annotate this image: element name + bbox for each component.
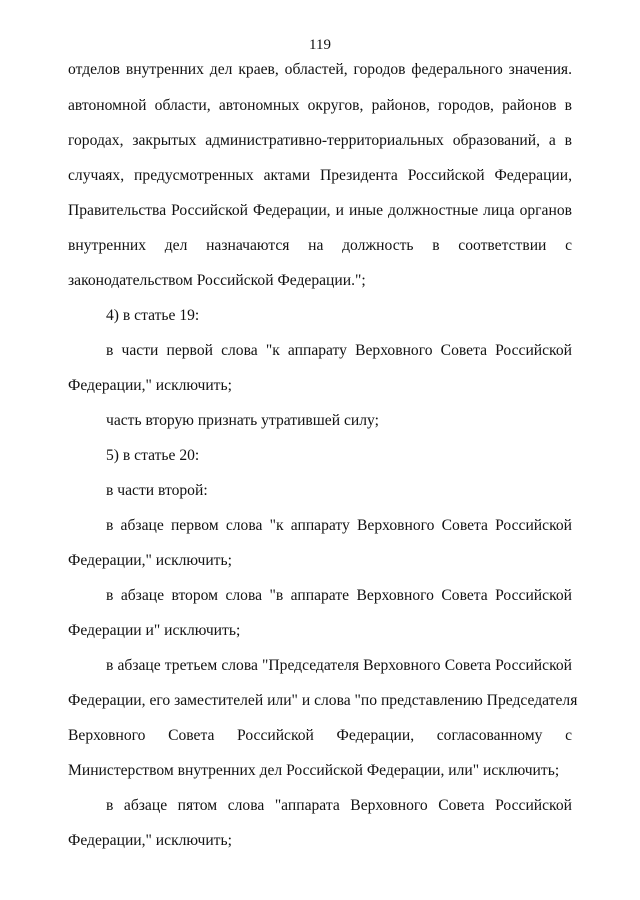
text-line: городах, закрытых административно-территориальных образований, а в bbox=[68, 132, 572, 149]
text-line: в абзаце пятом слова "аппарата Верховного Совета Российской bbox=[106, 797, 572, 814]
text-line: Правительства Российской Федерации, и иные должностные лица органов bbox=[68, 202, 572, 219]
text-line: Федерации," исключить; bbox=[68, 832, 232, 849]
text-line: часть вторую признать утратившей силу; bbox=[106, 412, 379, 429]
text-line: Федерации," исключить; bbox=[68, 377, 232, 394]
text-line: автономной области, автономных округов, районов, городов, районов в bbox=[68, 97, 572, 114]
text-line: Федерации," исключить; bbox=[68, 552, 232, 569]
text-line: в абзаце первом слова "к аппарату Верховного Совета Российской bbox=[106, 517, 572, 534]
text-line: Верховного Совета Российской Федерации, согласованному с bbox=[68, 727, 572, 744]
text-line: в абзаце третьем слова "Председателя Верховного Совета Российской bbox=[106, 657, 572, 674]
text-line: внутренних дел назначаются на должность в соответствии с bbox=[68, 237, 572, 254]
text-line: 5) в статье 20: bbox=[106, 447, 200, 464]
text-line: в части второй: bbox=[106, 482, 208, 499]
page-number: 119 bbox=[309, 37, 331, 53]
text-line: в части первой слова "к аппарату Верховного Совета Российской bbox=[106, 342, 572, 359]
text-line: случаях, предусмотренных актами Президента Российской Федерации, bbox=[68, 167, 572, 184]
text-line: Министерством внутренних дел Российской Федерации, или" исключить; bbox=[68, 762, 560, 779]
text-line: отделов внутренних дел краев, областей, городов федерального значения. bbox=[68, 61, 572, 78]
text-line: Федерации, его заместителей или" и слова "по представлению Председателя bbox=[68, 692, 578, 709]
text-line: законодательством Российской Федерации."; bbox=[68, 272, 366, 289]
text-line: Федерации и" исключить; bbox=[68, 622, 241, 639]
text-line: в абзаце втором слова "в аппарате Верховного Совета Российской bbox=[106, 587, 572, 604]
text-line: 4) в статье 19: bbox=[106, 307, 200, 324]
